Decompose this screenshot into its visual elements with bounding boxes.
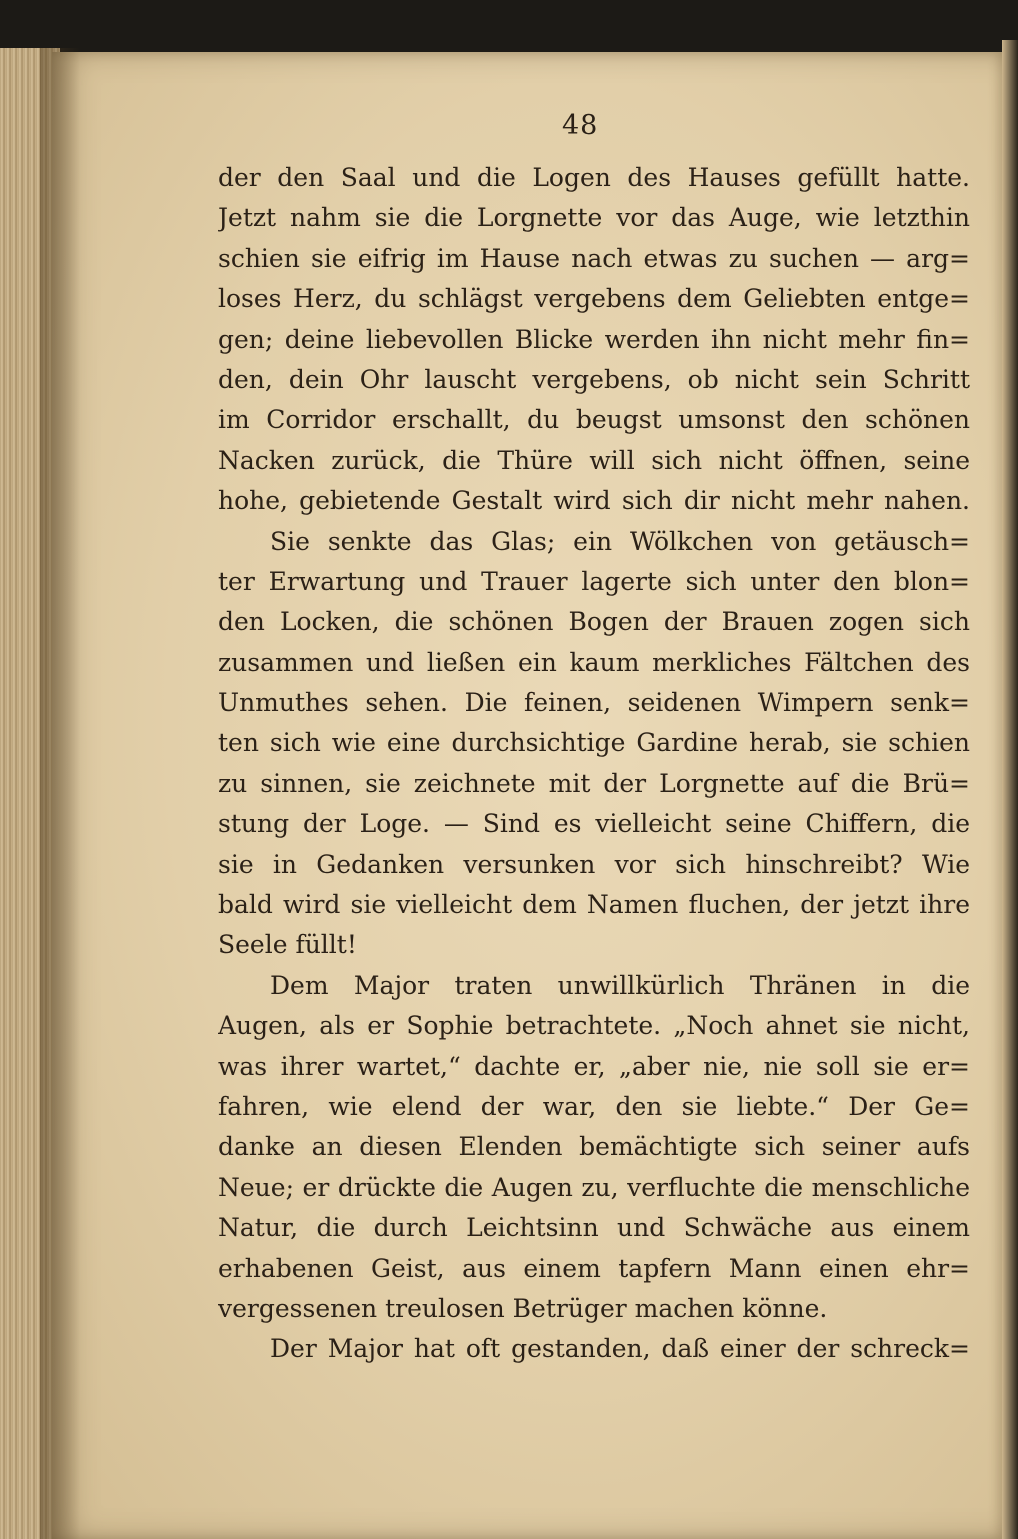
page-number: 48	[562, 110, 599, 141]
text-line: Nacken zurück, die Thüre will sich nicht öffnen, seine	[218, 445, 970, 475]
text-line: zusammen und ließen ein kaum merkliches Fältchen des	[218, 647, 970, 677]
text-line: was ihrer wartet,“ dachte er, „aber nie, nie soll sie er=	[218, 1051, 970, 1081]
text-line: erhabenen Geist, aus einem tapfern Mann einen ehr=	[218, 1253, 970, 1283]
text-line: schien sie eifrig im Hause nach etwas zu suchen — arg=	[218, 243, 970, 273]
text-line: danke an diesen Elenden bemächtigte sich seiner aufs	[218, 1132, 970, 1162]
text-line: hohe, gebietende Gestalt wird sich dir nicht mehr nahen.	[218, 486, 970, 516]
book-gutter	[40, 48, 80, 1539]
text-line: loses Herz, du schlägst vergebens dem Geliebten entge=	[218, 284, 970, 314]
text-line: fahren, wie elend der war, den sie liebte.“ Der Ge=	[218, 1091, 970, 1121]
text-line: bald wird sie vielleicht dem Namen fluchen, der jetzt ihre	[218, 890, 970, 920]
text-line: Seele füllt!	[218, 930, 357, 960]
text-line: vergessenen treulosen Betrüger machen könne.	[218, 1293, 828, 1323]
text-line: Natur, die durch Leichtsinn und Schwäche aus einem	[218, 1213, 970, 1243]
text-line: Sie senkte das Glas; ein Wölkchen von getäusch=	[270, 526, 970, 556]
text-line: Dem Major traten unwillkürlich Thränen in die	[270, 970, 970, 1000]
text-line: ter Erwartung und Trauer lagerte sich unter den blon=	[218, 566, 970, 596]
page-right-edge	[1002, 40, 1018, 1539]
text-line: ten sich wie eine durchsichtige Gardine herab, sie schien	[218, 728, 970, 758]
text-line: stung der Loge. — Sind es vielleicht seine Chiffern, die	[218, 809, 970, 839]
text-line: den Locken, die schönen Bogen der Brauen zogen sich	[218, 607, 970, 637]
text-line: Jetzt nahm sie die Lorgnette vor das Auge, wie letzthin	[218, 203, 970, 233]
text-line: Unmuthes sehen. Die feinen, seidenen Wimpern senk=	[218, 688, 970, 718]
text-line: der den Saal und die Logen des Hauses gefüllt hatte.	[218, 163, 970, 192]
text-line: zu sinnen, sie zeichnete mit der Lorgnette auf die Brü=	[218, 768, 970, 798]
text-line: sie in Gedanken versunken vor sich hinschreibt? Wie	[218, 849, 970, 879]
text-line: den, dein Ohr lauscht vergebens, ob nicht sein Schritt	[218, 364, 970, 394]
text-line: Augen, als er Sophie betrachtete. „Noch ahnet sie nicht,	[218, 1011, 970, 1041]
body-text	[218, 158, 970, 1370]
text-line: gen; deine liebevollen Blicke werden ihn nicht mehr fin=	[218, 324, 970, 354]
text-line: Der Major hat oft gestanden, daß einer der schreck=	[270, 1334, 970, 1364]
text-line: Neue; er drückte die Augen zu, verfluchte die menschliche	[218, 1172, 970, 1202]
text-line: im Corridor erschallt, du beugst umsonst den schönen	[218, 405, 970, 435]
